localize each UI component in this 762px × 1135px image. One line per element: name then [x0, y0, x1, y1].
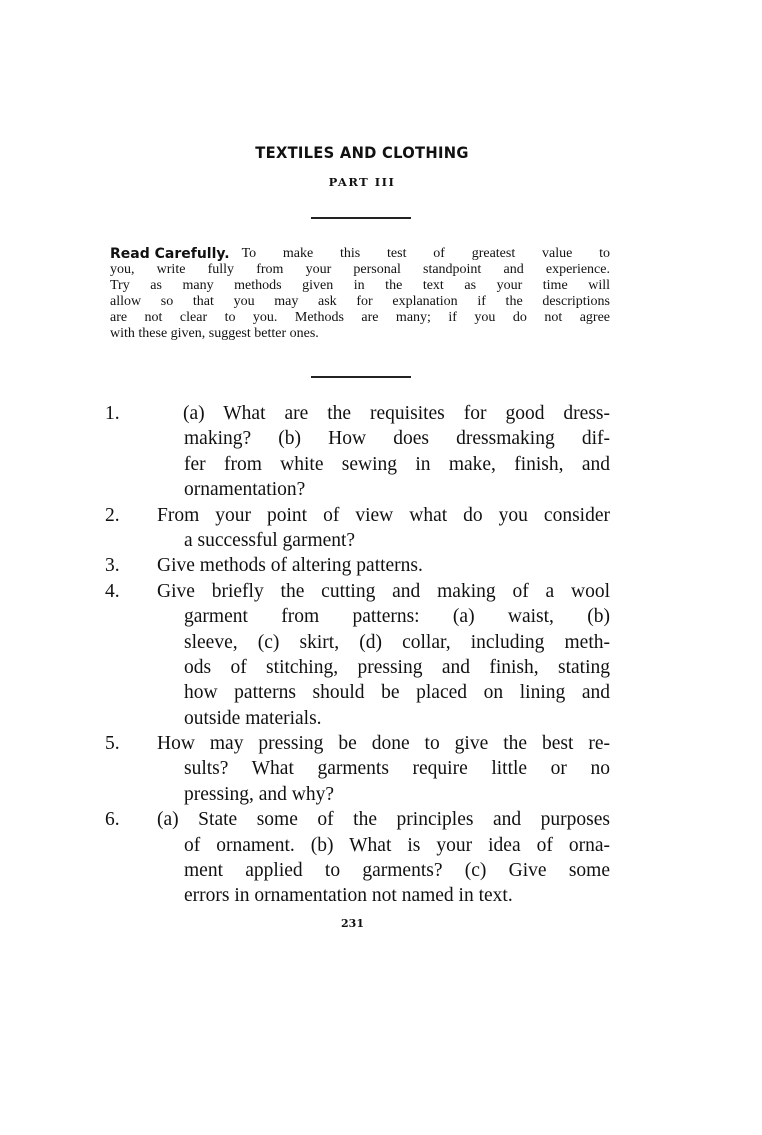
question-line [105, 680, 610, 705]
instructions-line [110, 246, 610, 262]
question-text: how patterns should be placed on lining and [184, 682, 610, 704]
question-number: 6. [105, 809, 120, 831]
instructions-line: with these given, suggest better ones. [110, 326, 319, 341]
question-number: 2. [105, 504, 120, 526]
question-text: pressing, and why? [184, 783, 335, 805]
instructions-line: are not clear to you. Methods are many; if you do not agree [110, 310, 610, 325]
instructions-paragraph [110, 246, 610, 342]
page-number: 231 [341, 917, 364, 930]
question-line [105, 452, 610, 477]
question-line [105, 756, 610, 781]
question-line [105, 731, 610, 756]
question-text: (a) What are the requisites for good dress- [183, 403, 610, 424]
question-text: ornamentation? [184, 479, 306, 501]
question-line [105, 630, 610, 655]
question-line [105, 477, 610, 502]
question-line [105, 528, 610, 553]
instructions-line: Try as many methods given in the text as your time will [110, 278, 610, 293]
part-heading: PART III [328, 175, 396, 189]
question-line [105, 604, 610, 629]
divider-bottom [311, 376, 411, 378]
question-text: a successful garment? [184, 529, 356, 551]
question-line [105, 503, 610, 528]
question-number: 5. [105, 733, 120, 755]
question-line [105, 426, 610, 451]
instructions-line: you, write fully from your personal standpoint and experience. [110, 262, 610, 277]
question-number: 3. [105, 555, 120, 577]
question-line [105, 858, 610, 883]
question-text: sults? What garments require little or no [184, 758, 610, 780]
question-line [105, 579, 610, 604]
question-line [105, 706, 610, 731]
instructions-lead: Read Carefully. [110, 246, 230, 262]
question-text: Give methods of altering patterns. [157, 555, 423, 577]
question-line [105, 553, 610, 578]
question-text: sleeve, (c) skirt, (d) collar, including meth- [184, 631, 610, 653]
question-line [105, 401, 610, 426]
question-line [105, 782, 610, 807]
divider-top [311, 217, 411, 219]
question-text: ods of stitching, pressing and finish, stating [184, 656, 610, 678]
question-text: making? (b) How does dressmaking dif- [184, 428, 610, 450]
question-text: (a) State some of the principles and purposes [157, 809, 610, 831]
instructions-line: allow so that you may ask for explanation if the descriptions [110, 294, 610, 309]
question-text: of ornament. (b) What is your idea of orna- [184, 834, 610, 856]
question-line [105, 833, 610, 858]
question-list [105, 401, 610, 909]
question-number: 1. [105, 403, 120, 424]
question-text: fer from white sewing in make, finish, and [184, 453, 610, 475]
question-line [105, 883, 610, 908]
question-text: garment from patterns: (a) waist, (b) [184, 606, 610, 628]
question-number: 4. [105, 580, 120, 602]
instructions-text: To make this test of greatest value to [241, 246, 610, 261]
question-line [105, 807, 610, 832]
question-text: From your point of view what do you consider [157, 504, 610, 526]
question-line [105, 655, 610, 680]
page-title: TEXTILES AND CLOTHING [255, 143, 469, 162]
question-text: outside materials. [184, 707, 322, 729]
question-text: How may pressing be done to give the best re- [157, 733, 610, 755]
question-text: Give briefly the cutting and making of a wool [157, 580, 610, 602]
question-text: errors in ornamentation not named in text. [184, 885, 513, 907]
question-text: ment applied to garments? (c) Give some [184, 860, 610, 882]
